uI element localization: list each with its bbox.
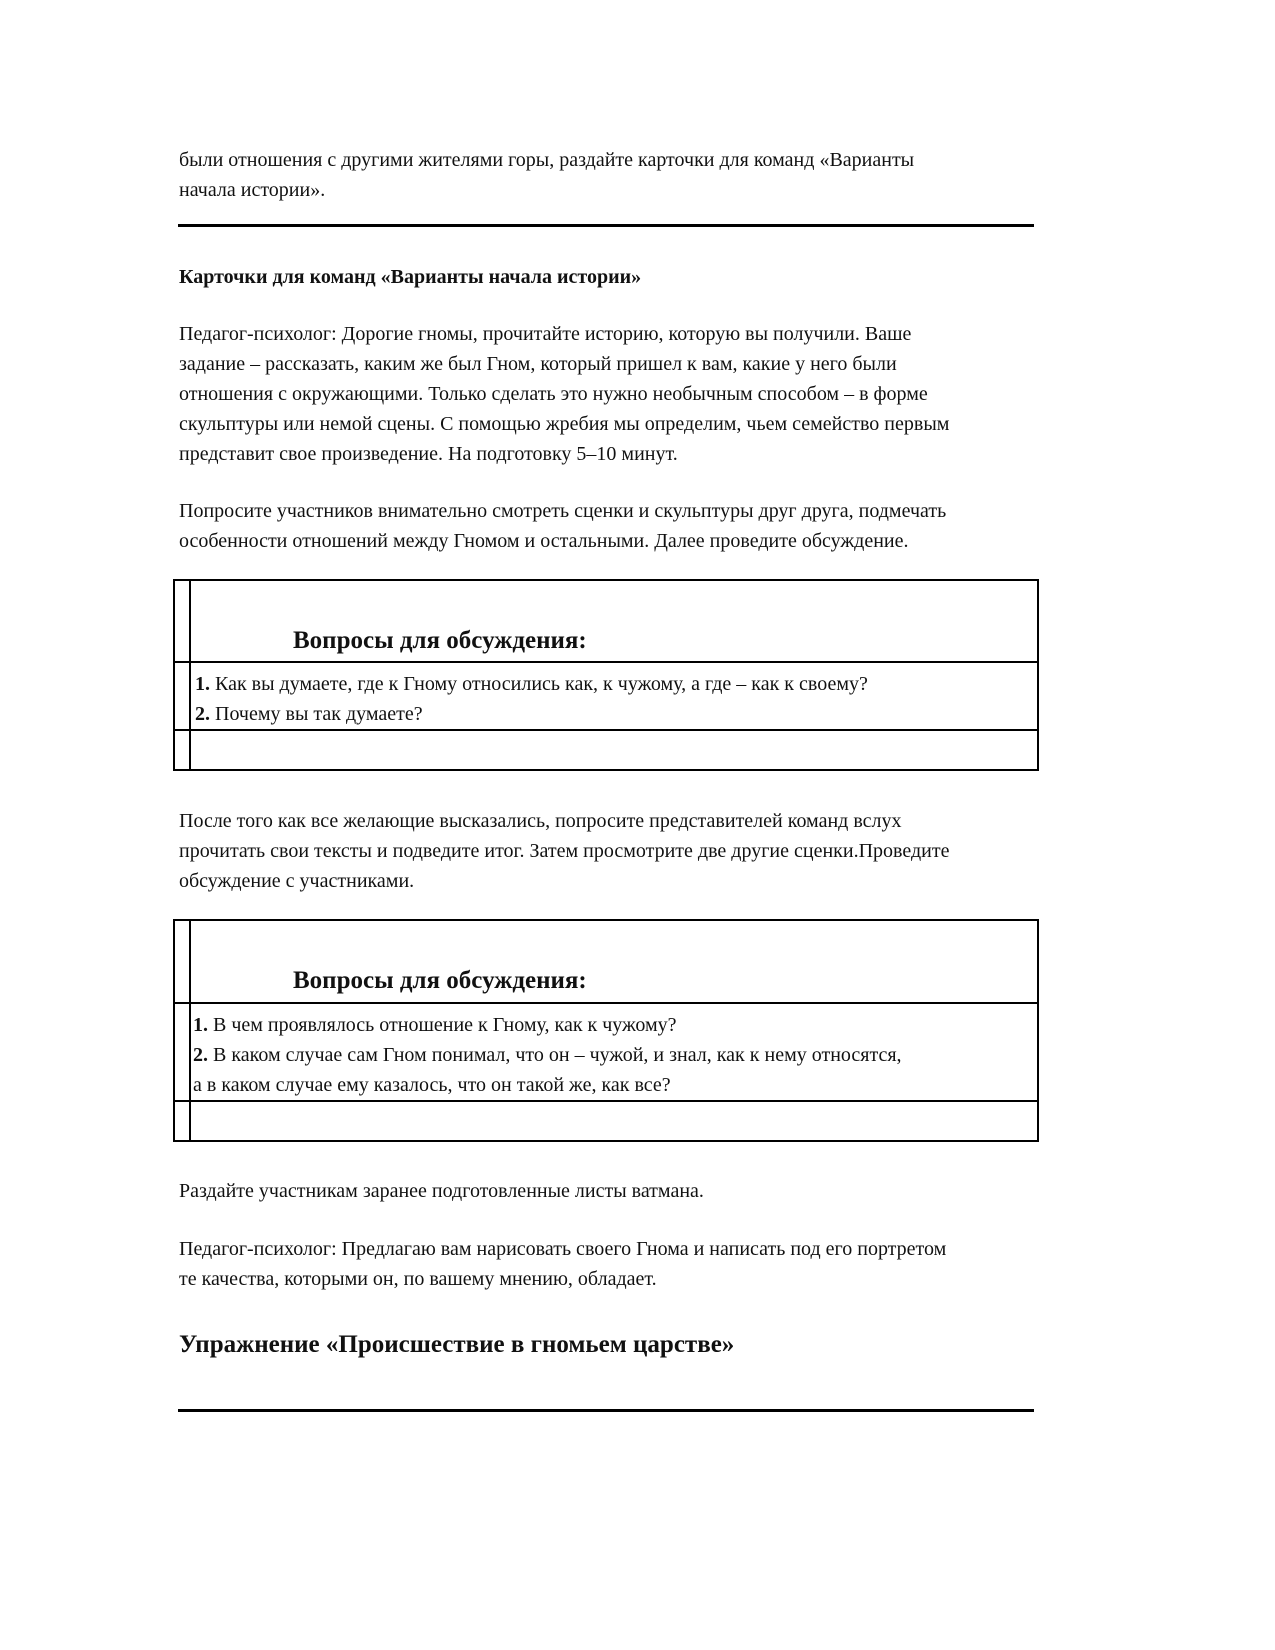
paragraph-5 xyxy=(179,1234,1039,1294)
question-item: 2. Почему вы так думаете? xyxy=(195,703,423,725)
question-item: 1. В чем проявлялось отношение к Гному, как к чужому? xyxy=(193,1014,677,1036)
text-line: Педагог-психолог: Дорогие гномы, прочитайте историю, которую вы получили. Ваше xyxy=(179,323,912,345)
text-line: начала истории». xyxy=(179,179,326,201)
intro-paragraph xyxy=(179,145,1039,205)
question-continuation: а в каком случае ему казалось, что он такой же, как все? xyxy=(193,1074,671,1096)
text-line: были отношения с другими жителями горы, раздайте карточки для команд «Варианты xyxy=(179,149,915,171)
text-line: те качества, которыми он, по вашему мнению, обладает. xyxy=(179,1268,657,1290)
table-title: Вопросы для обсуждения: xyxy=(175,921,1037,1004)
divider xyxy=(178,1409,1034,1412)
text-line: скульптуры или немой сцены. С помощью жребия мы определим, чьем семейство первым xyxy=(179,413,950,435)
text-line: После того как все желающие высказались, попросите представителей команд вслух xyxy=(179,810,902,832)
empty-row xyxy=(175,731,1037,769)
paragraph-4: Раздайте участникам заранее подготовленные листы ватмана. xyxy=(179,1180,704,1202)
questions-cell xyxy=(175,663,1037,731)
divider xyxy=(178,224,1034,227)
table-title: Вопросы для обсуждения: xyxy=(175,581,1037,663)
paragraph-1 xyxy=(179,319,1039,469)
paragraph-3 xyxy=(179,806,1039,896)
questions-cell xyxy=(175,1004,1037,1102)
text-line: обсуждение с участниками. xyxy=(179,870,415,892)
text-line: отношения с окружающими. Только сделать это нужно необычным способом – в форме xyxy=(179,383,928,405)
question-item: 2. В каком случае сам Гном понимал, что он – чужой, и знал, как к нему относятся, xyxy=(193,1044,902,1066)
question-item: 1. Как вы думаете, где к Гному относились как, к чужому, а где – как к своему? xyxy=(195,673,868,695)
discussion-table-1 xyxy=(173,579,1039,771)
cards-heading: Карточки для команд «Варианты начала истории» xyxy=(179,266,642,288)
discussion-table-2 xyxy=(173,919,1039,1142)
text-line: задание – рассказать, каким же был Гном, который пришел к вам, какие у него были xyxy=(179,353,897,375)
text-line: представит свое произведение. На подготовку 5–10 минут. xyxy=(179,443,678,465)
text-line: особенности отношений между Гномом и остальными. Далее проведите обсуждение. xyxy=(179,530,909,552)
text-line: Педагог-психолог: Предлагаю вам нарисовать своего Гнома и написать под его портретом xyxy=(179,1238,947,1260)
text-line: Попросите участников внимательно смотреть сценки и скульптуры друг друга, подмечать xyxy=(179,500,947,522)
empty-row xyxy=(175,1102,1037,1140)
exercise-heading: Упражнение «Происшествие в гномьем царстве» xyxy=(179,1331,735,1358)
text-line: прочитать свои тексты и подведите итог. Затем просмотрите две другие сценки.Проведите xyxy=(179,840,950,862)
paragraph-2 xyxy=(179,496,1039,556)
